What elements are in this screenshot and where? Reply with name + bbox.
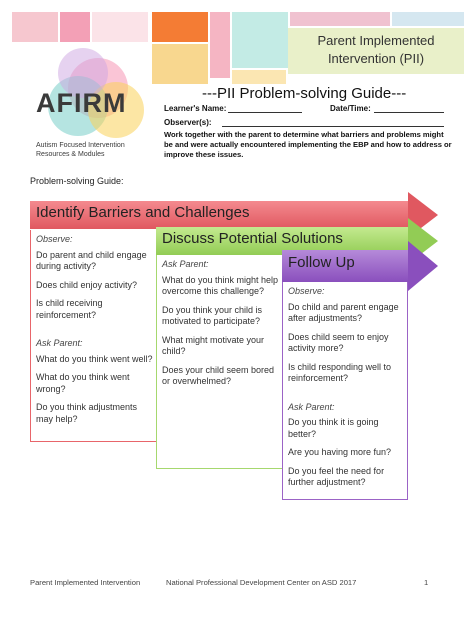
ask-item: Do you feel the need for further adjustment? [288, 465, 385, 487]
ask-item: What do you think went wrong? [36, 372, 130, 394]
ask-parent-heading: Ask Parent: [288, 401, 335, 412]
step-arrow-identify [30, 201, 438, 229]
program-title-line2: Intervention (PII) [327, 51, 425, 66]
page-number: 1 [424, 578, 429, 587]
ask-item: Are you having more fun? [288, 447, 392, 457]
ask-item: What do you think went well? [36, 353, 153, 364]
ask-item: What do you think might help overcome this challenge? [162, 274, 279, 296]
observe-heading: Observe: [36, 234, 73, 244]
step-box-discuss [156, 255, 284, 469]
logo-subtitle [36, 141, 125, 159]
step-box-follow-up [282, 282, 408, 500]
step-title-discuss: Discuss Potential Solutions [162, 230, 343, 247]
logo-text: AFIRM [36, 88, 127, 118]
observer-label: Observer(s): [164, 118, 212, 127]
observe-heading: Observe: [288, 286, 325, 296]
section-label: Problem-solving Guide: [30, 176, 124, 186]
step-arrow-follow-up [282, 250, 438, 282]
observe-item: Is child receiving reinforcement? [36, 298, 103, 320]
logo-subtitle-line1: Autism Focused Intervention [36, 142, 125, 149]
ask-item: Do you think it is going better? [288, 417, 379, 439]
ask-parent-heading: Ask Parent: [36, 338, 83, 348]
step-title-follow-up: Follow Up [288, 254, 355, 271]
observe-item: Do child and parent engage after adjustments? [288, 301, 399, 323]
program-title-line1: Parent Implemented [317, 33, 435, 48]
ask-parent-heading: Ask Parent: [162, 259, 209, 269]
observe-item: Is child responding well to reinforcement? [288, 361, 392, 383]
observer-field[interactable] [222, 126, 444, 127]
date-time-field[interactable] [374, 112, 444, 113]
ask-item: Do you think your child is motivated to participate? [162, 304, 263, 326]
date-time-label: Date/Time: [330, 104, 371, 113]
logo-subtitle-line2: Resources & Modules [36, 151, 105, 158]
observe-item: Do parent and child engage during activity? [36, 249, 147, 271]
footer-left: Parent Implemented Intervention [30, 578, 141, 587]
observe-item: Does child enjoy activity? [36, 279, 138, 290]
program-title [288, 28, 464, 74]
instructions-text: Work together with the parent to determine what barriers and problems might be and were actually encountered implementing the EBP and how to address or improve these issues. [164, 130, 452, 159]
step-title-identify: Identify Barriers and Challenges [36, 204, 250, 221]
step-box-identify [30, 230, 158, 442]
ask-item: What might motivate your child? [162, 334, 265, 356]
observe-item: Does child seem to enjoy activity more? [288, 331, 389, 353]
guide-title: ---PII Problem-solving Guide--- [202, 85, 407, 102]
ask-item: Does your child seem bored or overwhelmed? [162, 364, 275, 386]
learner-name-field[interactable] [228, 112, 302, 113]
ask-item: Do you think adjustments may help? [36, 402, 138, 424]
learner-name-label: Learner's Name: [164, 104, 227, 113]
footer-center: National Professional Development Center on ASD 2017 [166, 578, 357, 587]
